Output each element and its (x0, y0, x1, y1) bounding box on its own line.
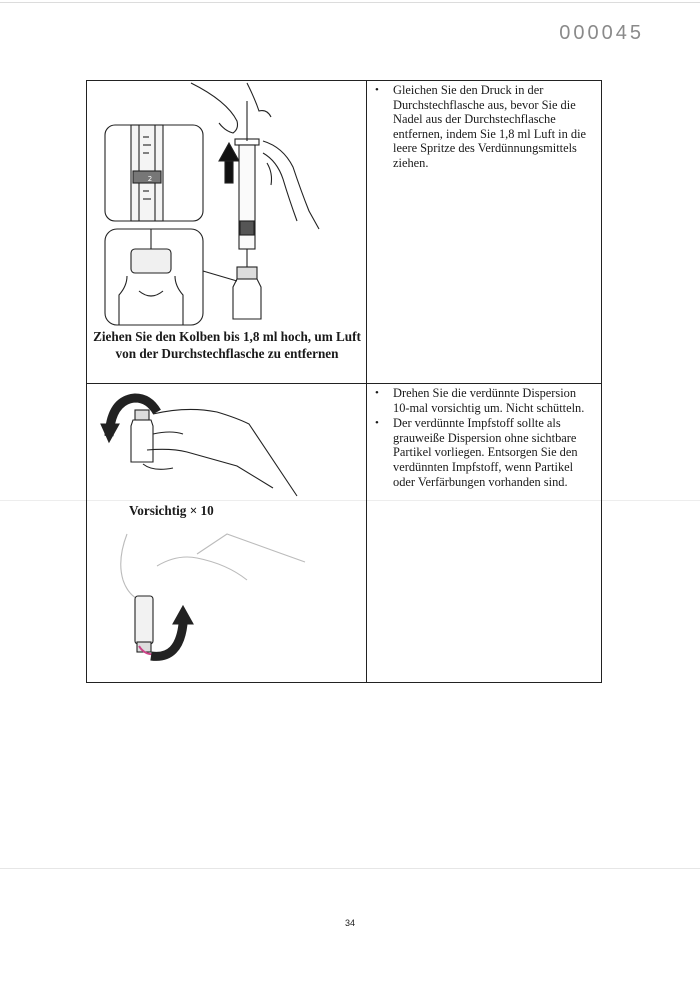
illustration-cell (87, 384, 367, 682)
instruction-table (86, 80, 602, 683)
table-row (87, 383, 601, 682)
instruction-bullet: • Gleichen Sie den Druck in der Durchstechflasche aus, bevor Sie die Nadel aus der Durchstechflasche entfernen, indem Sie 1,8 ml Luft in die leere Spritze des Verdünnungsmittels ziehen. (393, 83, 593, 171)
instruction-bullet: • Der verdünnte Impfstoff sollte als grauweiße Dispersion ohne sichtbare Partikel vorliegen. Entsorgen Sie den verdünnten Impfstoff, wenn Partikel oder Verfärbungen vorhanden sind. (393, 416, 593, 489)
instruction-cell (367, 81, 601, 383)
document-stamp-number: 000045 (559, 22, 644, 44)
instruction-cell (367, 384, 601, 682)
illustration-caption: Ziehen Sie den Kolben bis 1,8 ml hoch, um Luft von der Durchstechflasche zu entfernen (93, 329, 361, 361)
page-number: 34 (344, 918, 355, 928)
svg-text:2: 2 (147, 175, 153, 183)
instruction-bullet: • Drehen Sie die verdünnte Dispersion 10-mal vorsichtig um. Nicht schütteln. (393, 386, 593, 415)
illustration-cell (87, 81, 367, 383)
syringe-air-illustration (87, 81, 367, 326)
instruction-list (373, 386, 593, 489)
instruction-list (373, 83, 593, 171)
vial-inversion-illustration (87, 384, 367, 682)
illustration-caption: Vorsichtig × 10 (129, 503, 214, 518)
table-row (87, 81, 601, 383)
